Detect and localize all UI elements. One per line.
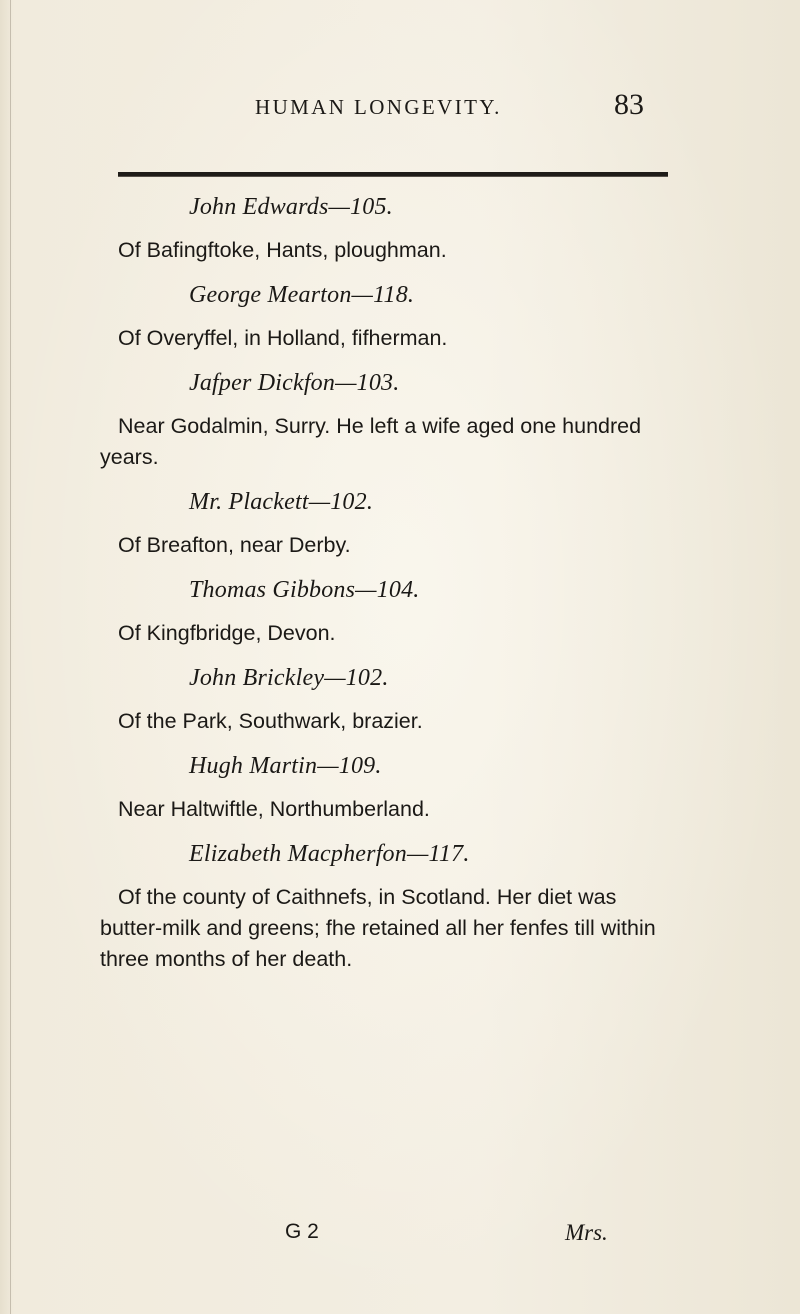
entry-description: Of Bafingftoke, Hants, ploughman.	[118, 238, 447, 262]
entry-description: Near Godalmin, Surry. He left a wife aged one hundred years.	[100, 414, 642, 469]
signature-mark: G 2	[285, 1220, 319, 1243]
entry	[100, 368, 660, 473]
entry	[100, 839, 660, 975]
running-title: HUMAN LONGEVITY.	[255, 95, 502, 119]
entry-description: Of Overyffel, in Holland, fifherman.	[118, 326, 448, 350]
page-number: 83	[614, 88, 644, 121]
entry	[100, 192, 660, 266]
entry-name: Mr. Plackett—102.	[189, 489, 374, 515]
entry-description: Of Breafton, near Derby.	[118, 533, 351, 557]
entry	[100, 280, 660, 354]
entry-description: Near Haltwiftle, Northumberland.	[118, 797, 430, 821]
entry	[100, 751, 660, 825]
entry-name: John Brickley—102.	[189, 665, 389, 691]
entry-description: Of Kingfbridge, Devon.	[118, 621, 336, 645]
running-head	[0, 88, 800, 135]
page-edge	[10, 0, 11, 1314]
entry-name: Jafper Dickfon—103.	[189, 370, 400, 396]
catchword: Mrs.	[565, 1220, 608, 1245]
header-rule	[118, 172, 668, 177]
entry-name: John Edwards—105.	[189, 194, 393, 220]
page-footer	[0, 1220, 800, 1252]
entry-description: Of the county of Caithnefs, in Scotland. Her diet was butter-milk and greens; fhe retained all her fenfes till within three months of her death.	[100, 885, 656, 971]
entry-list	[100, 192, 660, 989]
entry	[100, 575, 660, 649]
entry-name: Hugh Martin—109.	[189, 753, 382, 779]
entry-description: Of the Park, Southwark, brazier.	[118, 709, 423, 733]
entry-name: Elizabeth Macpherfon—117.	[189, 841, 470, 867]
entry	[100, 663, 660, 737]
entry-name: George Mearton—118.	[189, 282, 415, 308]
entry-name: Thomas Gibbons—104.	[189, 577, 420, 603]
entry	[100, 487, 660, 561]
